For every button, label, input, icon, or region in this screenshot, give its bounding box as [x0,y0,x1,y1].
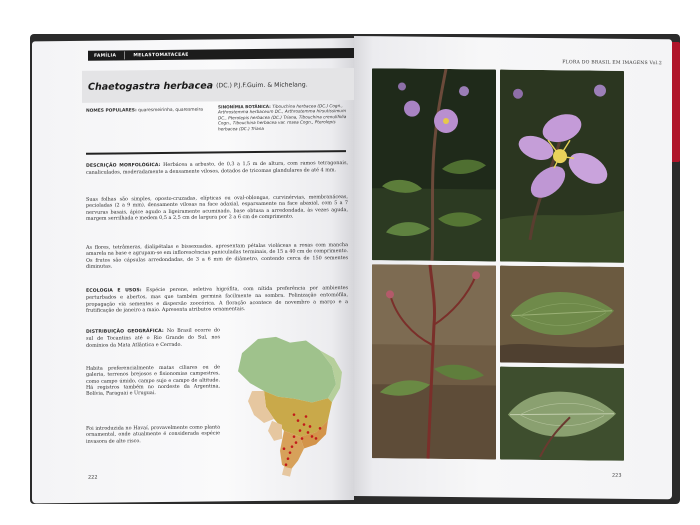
description-paragraph [86,160,348,176]
page-number-right: 223 [612,472,622,479]
leaf-underside-photo [500,367,624,461]
species-name: Chaetogastra herbacea [88,79,214,93]
leaves-paragraph: Suas folhas são simples, oposto-cruzadas, elípticas ou oval-oblongas, curvinérvias, membranáceas, pecioladas (2 a 9 mm), densamente vilosas na face adaxial, esparsamente na face abaxial, com 5 a 7 nervuras basais, ápice agudo a ligeiramente acuminado, base obtusa a arredondada, às vezes aguda, margem serrilhada e medem 0,5 a 2,5 cm de largura por 2 a 6 cm de comprimento. [86,194,348,222]
family-label: FAMÍLIA [94,52,117,59]
popular-names-text: quaresmeirinha, quaresmeira [138,107,203,114]
running-head: FLORA DO BRASIL EM IMAGENS Vol.2 [562,60,662,67]
distribution-label: DISTRIBUIÇÃO GEOGRÁFICA: [86,328,164,335]
species-title-box [82,68,354,103]
family-separator [124,51,125,59]
description-text: Herbácea a arbusto, de 0,3 a 1,5 m de altura, com ramos tetragonais, canaliculados, moderadamente a densamente vilosos, dotados de tricomas glandulares de até 4 mm. [86,160,349,177]
flower-closeup-photo [500,70,624,263]
distribution-text: No Brasil ocorre do sul de Tocantins até o Rio Grande do Sul, nos domínios da Mata Atlântica e Cerrado. [86,327,220,349]
synonymy-label: SINONÍMIA BOTÂNICA: [218,103,271,110]
family-name: MELASTOMATACEAE [133,52,189,58]
ecology-paragraph [86,285,348,314]
family-header-bar [88,48,354,61]
synonymy-text: Tibouchina herbacea (DC.) Cogn., Arthrostemma herbaceum DC., Arthrostemma hirsutissimum DC., Pterolepis herbacea (DC.) Triana, Tibouchina crenulifolia Cogn., Tibouchina herbacea var. rosea Cogn., Pterolepis herbacea (DC.) Triana [218,103,347,132]
right-page [354,36,672,499]
popular-names-label: NOMES POPULARES: [86,108,137,114]
distribution-map [224,328,344,479]
popular-names [86,107,216,114]
ecology-text: Espécie perene, seletiva higrófita, com nítida preferência por ambientes perturbados e abertos, mas que também germina facilmente na sombra. Polinização entomófila, propagação via sementes e dispersão zoocórica. A floração acontece de novembro a março e a frutificação de janeiro a maio. Apresenta atributos ornamentais. [86,285,348,314]
page-number-left: 222 [88,474,98,481]
brazil-map-svg [224,328,344,479]
flowers-paragraph: As flores, tetrâmeras, dialipétalas e bissexuadas, apresentam pétalas violáceas a roxas com mancha amarela na base e agrupam-se em inflorescências paniculadas terminais, de 15 a 40 cm de comprimento. Os frutos são cápsulas arredondadas, de 3 a 6 mm de diâmetro, contendo cerca de 150 sementes diminutas. [86,242,348,270]
introduction-paragraph: Foi introduzida no Havaí, provavelmente como planta ornamental, onde atualmente é considerada espécie invasora de alto risco. [86,424,220,445]
section-divider [86,150,346,154]
description-label: DESCRIÇÃO MORFOLÓGICA: [86,163,161,169]
species-author: (DC.) P.J.F.Guim. & Michelang. [216,80,308,89]
stem-habit-photo [372,264,496,459]
botanical-synonymy [218,103,348,131]
left-page [32,38,354,503]
leaf-photo [500,266,624,364]
habitat-paragraph: Habita preferencialmente matas ciliares ou de galeria, terrenos brejosos e fisionomias campestres, como campo úmido, campo sujo e campo de altitude. Há registros também no nordeste da Argentina, Bolívia, Paraguai e Uruguai. [86,364,220,397]
ecology-label: ECOLOGIA E USOS: [86,288,142,294]
flowering-stem-photo [372,68,496,261]
distribution-paragraph [86,327,220,348]
